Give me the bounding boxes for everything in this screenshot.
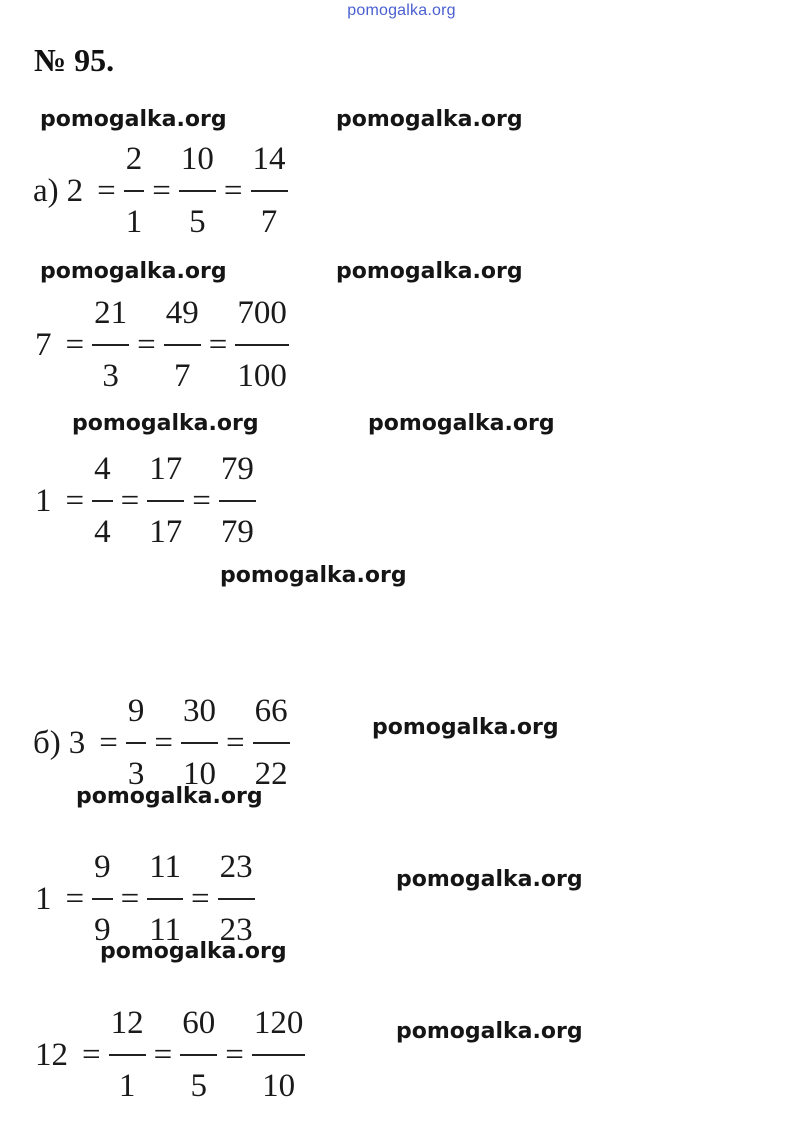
numerator: 17 [149,451,183,487]
denominator: 11 [149,912,182,948]
denominator: 100 [237,358,287,394]
site-link[interactable]: pomogalka.org [347,2,456,19]
denominator: 10 [262,1068,296,1104]
fraction [109,1007,146,1103]
watermark: pomogalka.org [336,107,523,132]
part-label: а) [33,172,59,209]
equals-sign: = [137,326,156,363]
problem-title: № 95. [34,42,115,78]
equals-sign: = [223,172,243,209]
denominator: 1 [125,204,143,240]
denominator: 5 [190,1068,207,1104]
denominator: 3 [102,358,119,394]
watermark: pomogalka.org [396,1019,583,1044]
equals-sign: = [97,172,116,209]
watermark: pomogalka.org [100,939,287,964]
equals-sign: = [225,1036,244,1073]
denominator: 9 [94,912,111,948]
equation-row [35,1007,305,1103]
fraction [181,695,218,791]
denominator: 4 [94,514,111,550]
denominator: 17 [149,514,183,550]
numerator: 4 [94,451,111,487]
equation-row [35,297,289,393]
watermark: pomogalka.org [40,259,227,284]
part-label: б) [33,724,61,761]
equation-row [33,695,290,791]
whole-number: 7 [35,326,52,363]
equation-row [35,453,256,549]
watermark: pomogalka.org [368,411,555,436]
equals-sign: = [191,880,210,917]
fraction [180,1007,217,1103]
numerator: 120 [253,1005,304,1041]
equation-row [33,143,288,239]
fraction [92,851,113,947]
watermark: pomogalka.org [396,867,583,892]
fraction [92,297,129,393]
watermark: pomogalka.org [76,784,263,809]
whole-number: 12 [35,1036,68,1073]
fraction [147,453,184,549]
denominator: 23 [219,912,253,948]
fraction [219,453,256,549]
equals-sign: = [226,724,245,761]
equals-sign: = [153,1036,173,1073]
numerator: 700 [237,295,287,331]
fraction [252,1007,306,1103]
whole-number: 1 [35,880,52,917]
numerator: 2 [125,141,143,177]
denominator: 79 [220,514,254,550]
equals-sign: = [120,880,140,917]
numerator: 30 [183,693,217,729]
denominator: 10 [183,756,217,792]
numerator: 66 [254,693,288,729]
fraction [124,143,145,239]
numerator: 79 [220,451,254,487]
equals-sign: = [65,326,85,363]
numerator: 23 [219,849,253,885]
numerator: 12 [110,1005,144,1041]
denominator: 7 [260,204,278,240]
fraction [218,851,255,947]
whole-number: 2 [66,172,84,209]
denominator: 3 [127,756,145,792]
equals-sign: = [99,724,118,761]
equation-row [35,851,255,947]
watermark: pomogalka.org [220,563,407,588]
fraction [253,695,290,791]
numerator: 49 [165,295,199,331]
fraction [164,297,201,393]
equals-sign: = [65,482,85,519]
numerator: 11 [149,849,182,885]
watermark: pomogalka.org [40,107,227,132]
fraction [235,297,289,393]
equals-sign: = [65,880,85,917]
equals-sign: = [154,724,174,761]
watermark: pomogalka.org [72,411,259,436]
numerator: 60 [182,1005,216,1041]
equals-sign: = [208,326,228,363]
denominator: 1 [118,1068,136,1104]
equals-sign: = [192,482,211,519]
numerator: 21 [94,295,128,331]
numerator: 9 [127,693,145,729]
numerator: 10 [180,141,214,177]
equals-sign: = [82,1036,101,1073]
equals-sign: = [120,482,140,519]
whole-number: 3 [68,724,86,761]
fraction [179,143,216,239]
fraction [147,851,183,947]
equals-sign: = [152,172,171,209]
whole-number: 1 [35,482,52,519]
fraction [126,695,147,791]
fraction [92,453,113,549]
numerator: 9 [94,849,111,885]
watermark: pomogalka.org [372,715,559,740]
numerator: 14 [252,141,286,177]
denominator: 22 [254,756,288,792]
denominator: 5 [189,204,206,240]
watermark: pomogalka.org [336,259,523,284]
denominator: 7 [174,358,191,394]
fraction [251,143,288,239]
